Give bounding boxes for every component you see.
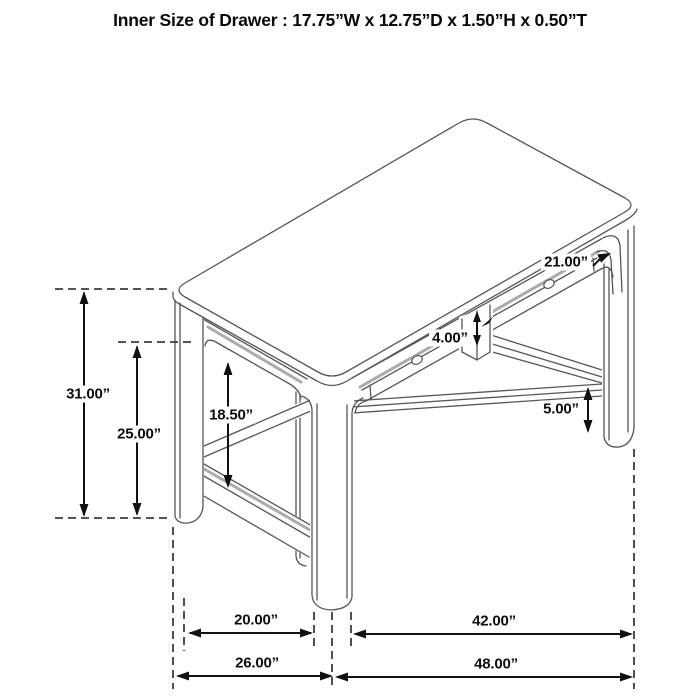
dimension-label-drawer-width: 21.00” xyxy=(541,254,591,271)
dimension-label-overall-depth: 26.00” xyxy=(232,655,282,672)
dimension-label-front-leg-spacing: 42.00” xyxy=(469,613,519,630)
dimension-label-end-leg-spacing: 20.00” xyxy=(231,612,281,629)
tabletop xyxy=(179,119,631,376)
dimension-label-drawer-front-height: 4.00” xyxy=(429,330,471,347)
dimension-label-stretcher-clearance: 5.00” xyxy=(540,401,582,418)
dimension-label-overall-height: 31.00” xyxy=(63,386,113,403)
page-title: Inner Size of Drawer : 17.75”W x 12.75”D x 1.50”H x 0.50”T xyxy=(113,10,587,30)
dimension-label-leg-opening: 18.50” xyxy=(206,407,256,424)
dimension-label-overall-width: 48.00” xyxy=(471,656,521,673)
dimension-label-apron-height: 25.00” xyxy=(114,426,164,443)
